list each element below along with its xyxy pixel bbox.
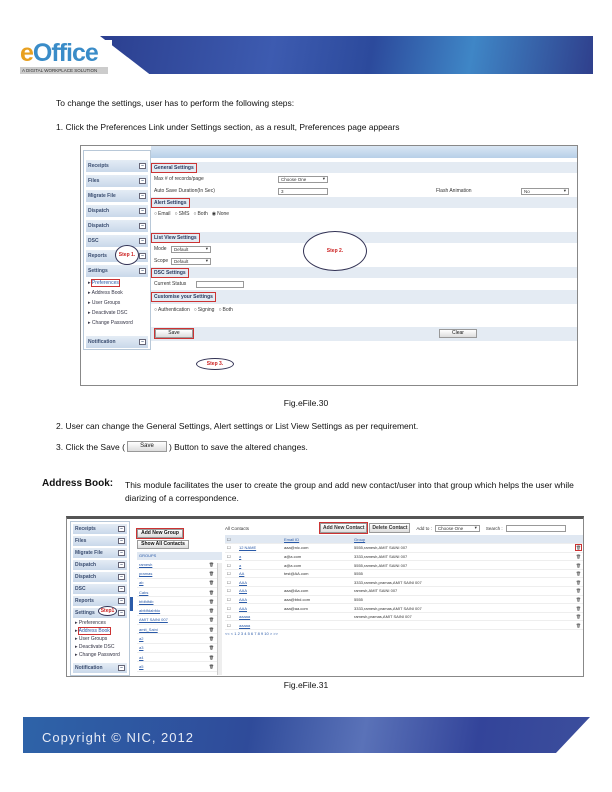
sidebar-item[interactable] [86, 190, 148, 202]
expand-icon: – [139, 163, 146, 169]
table-row [225, 544, 583, 553]
settings-link-label: Deactivate DSC [78, 644, 115, 650]
collapse-handle[interactable] [130, 597, 133, 611]
expand-icon: – [118, 610, 125, 616]
add-new-group-button[interactable]: Add New Group [137, 529, 183, 538]
group-name[interactable]: ab [139, 580, 144, 586]
add-to-select[interactable]: Choose One ▾ [435, 525, 480, 532]
contact-group: 5555,ramesh,AMIT SAINI 007 [354, 562, 408, 568]
radio-button[interactable]: ○ [174, 211, 178, 217]
trash-icon[interactable]: 🗑 [208, 626, 214, 632]
contact-group: 3333,ramesh,AMIT SAINI 007 [354, 553, 408, 559]
settings-link[interactable] [75, 652, 125, 659]
trash-icon[interactable]: 🗑 [575, 545, 581, 551]
header-banner [100, 36, 593, 74]
address-book-heading: Address Book [42, 478, 110, 489]
table-row [225, 552, 583, 561]
group-name[interactable]: a4 [139, 654, 144, 660]
group-name[interactable]: Cabs [139, 589, 149, 595]
group-name[interactable]: abfdfdabfdo [139, 608, 161, 614]
expand-icon: – [118, 538, 125, 544]
settings-link-label: Preferences [78, 620, 106, 626]
contact-email: a@a.com [284, 553, 302, 559]
radio-label: Signing [197, 307, 215, 313]
groups-column-header[interactable]: GROUPS [137, 552, 222, 560]
sidebar-item-label: DSC [75, 586, 86, 592]
radio-label: SMS [178, 211, 190, 217]
group-row[interactable] [137, 662, 222, 671]
group-row[interactable] [137, 569, 222, 578]
expand-icon: – [118, 665, 125, 671]
sidebar-item-label: Dispatch [75, 574, 97, 580]
arrow-icon: ▸ [75, 644, 79, 650]
contact-name[interactable]: aaaaa [239, 614, 251, 620]
sidebar-item-label: Dispatch [88, 208, 110, 214]
email-column-header[interactable]: Email ID [284, 536, 300, 542]
table-row [225, 612, 583, 621]
trash-icon[interactable]: 🗑 [208, 608, 214, 614]
settings-link-label: Preferences [91, 280, 119, 286]
expand-icon: – [118, 598, 125, 604]
contact-email: a@a.com [284, 562, 302, 568]
sidebar-item[interactable] [73, 548, 127, 558]
contact-name[interactable]: AAA [239, 579, 248, 585]
contact-group: ramesh,AMIT SAINI 007 [354, 588, 398, 594]
contact-email: aaa@Aa.com [284, 588, 309, 594]
sidebar-item-label: Settings [75, 610, 95, 616]
group-row[interactable] [137, 644, 222, 653]
sidebar-item-label: Dispatch [75, 562, 97, 568]
settings-link-label: Address Book [78, 628, 110, 634]
contacts-table [225, 535, 583, 630]
expand-icon: – [139, 178, 146, 184]
sidebar-item[interactable] [73, 536, 127, 546]
inline-save-button-image: Save [127, 441, 167, 452]
figure-30-caption: Fig.eFile.30 [283, 398, 329, 408]
list-view-settings-heading: List View Settings [151, 233, 200, 243]
customise-settings-heading: Customise your Settings [151, 292, 216, 302]
preferences-panel: General Settings Max # of records/page Choose One ▾ Auto Save Duration(In Sec) 3 Flash Animation No ▾ Alert Settings ○ Email ○ SMS ○ Both ◉ None List View Settings Mode Default ▾ Scope Default ▾ DSC Settings Current Status Customise your Settings ○ Authentication ○ Signing ○ Both Save Clear [151, 146, 578, 386]
address-book-screenshot [66, 516, 584, 677]
copyright-text: Copyright © NIC, 2012 [42, 730, 194, 745]
all-contacts-label: All Contacts [225, 525, 250, 531]
arrow-icon: ▸ [75, 620, 79, 626]
trash-icon[interactable]: 🗑 [575, 588, 581, 594]
sidebar-item[interactable] [73, 560, 127, 570]
group-row[interactable] [137, 616, 222, 625]
group-name[interactable]: a5 [139, 663, 144, 669]
row-checkbox[interactable]: ☐ [227, 596, 231, 602]
contact-name[interactable]: aaaaa [239, 622, 251, 628]
contact-group: 3333,ramesh,pramas,AMIT SAINI 007 [354, 579, 422, 585]
group-row[interactable] [137, 560, 222, 569]
select-all-checkbox[interactable]: ☐ [227, 536, 231, 542]
settings-link-label: Deactivate DSC [91, 310, 128, 316]
radio-button[interactable]: ○ [154, 211, 158, 217]
settings-link-label: User Groups [78, 636, 108, 642]
table-row [225, 587, 583, 596]
settings-link[interactable] [75, 620, 125, 627]
expand-icon: – [139, 193, 146, 199]
group-name[interactable]: AMIT SAINI 007 [139, 617, 168, 623]
arrow-icon: ▸ [88, 320, 92, 326]
sidebar-item-label: Receipts [88, 163, 109, 169]
sidebar-item-label: Migrate File [88, 193, 116, 199]
show-all-contacts-button[interactable]: Show All Contacts [137, 540, 189, 549]
expand-icon: – [139, 238, 146, 244]
group-name[interactable]: bfdfdfdb [139, 598, 154, 604]
sidebar-item[interactable] [86, 265, 148, 277]
trash-icon[interactable]: 🗑 [208, 654, 214, 660]
trash-icon[interactable]: 🗑 [208, 589, 214, 595]
sidebar-item[interactable] [73, 596, 127, 606]
current-status-input[interactable] [196, 281, 244, 288]
radio-button[interactable]: ○ [193, 211, 197, 217]
contact-group: 5555 [354, 596, 363, 602]
sidebar-item[interactable] [73, 584, 127, 594]
sidebar-item-label: Dispatch [88, 223, 110, 229]
group-row[interactable] [137, 606, 222, 615]
preferences-screenshot [80, 145, 578, 386]
settings-link[interactable] [88, 290, 146, 298]
group-row[interactable] [137, 634, 222, 643]
trash-icon[interactable]: 🗑 [575, 579, 581, 585]
autosave-input[interactable]: 3 [278, 188, 328, 195]
contacts-panel: All Contacts Add New Contact Delete Contact Add to : Choose One ▾ Search : ☐ Email ID Group ☐ 12 NAME aaa@nic.com 5555,ramesh,AMIT SAINI 007 🗑 ☐ a a@a.com 3333,ramesh,AMIT SAINI 007 🗑 ☐ a a@a.com 5555,ramesh,AMIT SAINI 007 🗑 ☐ AA test@AA.com 5555 🗑 ☐ AAA 3333,ramesh,pramas,AMIT SAINI 007 🗑 ☐ AAA aaa@Aa.com ramesh,AMIT SAINI 007 🗑 ☐ AAA aaa@bbd.com 5555 🗑 ☐ AAA aaa@aa.com 3333,ramesh,pramas,AMIT SAINI 007 🗑 ☐ aaaaa ramesh,pramas,AMIT SAINI 007 🗑 ☐ aaaaa 🗑 << < 1 2 3 4 5 6 7 8 9 10 > >> [225, 525, 581, 637]
sidebar-item-label: Files [88, 178, 100, 184]
delete-contact-button[interactable]: Delete Contact [369, 523, 410, 533]
settings-link-label: User Groups [91, 300, 121, 306]
settings-link[interactable] [75, 636, 125, 643]
max-records-select[interactable]: Choose One ▾ [278, 176, 328, 183]
trash-icon[interactable]: 🗑 [208, 645, 214, 651]
settings-link[interactable] [75, 628, 125, 635]
trash-icon[interactable]: 🗑 [575, 571, 581, 577]
settings-link-label: Change Password [91, 320, 133, 326]
radio-label: Email [158, 211, 171, 217]
contact-email: aaa@aa.com [284, 605, 308, 611]
arrow-icon: ▸ [88, 280, 92, 286]
row-checkbox[interactable]: ☐ [227, 614, 231, 620]
settings-link[interactable] [88, 320, 146, 328]
settings-link-label: Change Password [78, 652, 120, 658]
sidebar-item-label: Files [75, 538, 87, 544]
expand-icon: – [118, 562, 125, 568]
add-new-contact-button[interactable]: Add New Contact [320, 523, 367, 533]
trash-icon[interactable]: 🗑 [575, 562, 581, 568]
contact-name[interactable]: 12 NAME [239, 545, 257, 551]
radio-button[interactable]: ○ [218, 307, 222, 313]
trash-icon[interactable]: 🗑 [575, 553, 581, 559]
expand-icon: – [139, 268, 146, 274]
arrow-icon: ▸ [88, 290, 92, 296]
trash-icon[interactable]: 🗑 [575, 605, 581, 611]
expand-icon: – [118, 550, 125, 556]
trash-icon[interactable]: 🗑 [208, 580, 214, 586]
general-settings-heading: General Settings [151, 163, 197, 173]
step-2-callout: Step 2. [303, 231, 367, 271]
sidebar-item[interactable] [86, 160, 148, 172]
expand-icon: – [139, 223, 146, 229]
contact-email: aaa@bbd.com [284, 596, 311, 602]
group-name[interactable]: a2 [139, 636, 144, 642]
radio-button[interactable]: ○ [154, 307, 158, 313]
group-row[interactable] [137, 579, 222, 588]
row-checkbox[interactable]: ☐ [227, 553, 231, 559]
group-name[interactable]: pramas [139, 570, 153, 576]
group-row[interactable] [137, 653, 222, 662]
save-button[interactable]: Save [155, 329, 193, 338]
trash-icon[interactable]: 🗑 [208, 636, 214, 642]
contact-name[interactable]: AA [239, 571, 245, 577]
step-3-text: 3. Click the Save ( Save ) Button to save the altered changes. [56, 441, 308, 452]
flash-animation-select[interactable]: No ▾ [521, 188, 569, 195]
address-book-description: This module facilitates the user to create the group and add new contact/user into that group which helps the user while diarizing of a correspondence. [125, 480, 574, 503]
trash-icon[interactable]: 🗑 [575, 614, 581, 620]
mode-select[interactable]: Default ▾ [171, 246, 211, 253]
table-row [225, 621, 583, 630]
group-row[interactable] [137, 625, 222, 634]
row-checkbox[interactable]: ☐ [227, 545, 231, 551]
dsc-settings-heading: DSC Settings [151, 268, 189, 278]
groups-panel [137, 521, 222, 677]
arrow-icon: ▸ [75, 628, 79, 634]
sidebar-item-label: DSC [88, 238, 99, 244]
row-checkbox[interactable]: ☐ [227, 562, 231, 568]
sidebar [70, 521, 130, 676]
group-name[interactable]: amit_Saini [139, 626, 158, 632]
trash-icon[interactable]: 🗑 [575, 622, 581, 628]
expand-icon: – [139, 208, 146, 214]
step-1-callout: Step1 [98, 606, 117, 616]
figure-31-caption: Fig.eFile.31 [283, 680, 329, 690]
settings-link-label: Address Book [91, 290, 123, 296]
settings-link[interactable] [75, 644, 125, 651]
expand-icon: – [139, 339, 146, 345]
settings-link[interactable] [88, 280, 146, 288]
group-name[interactable]: ramesh [139, 561, 153, 567]
contact-name[interactable]: a [239, 553, 242, 559]
expand-icon: – [118, 574, 125, 580]
group-row[interactable] [137, 588, 222, 597]
pagination[interactable]: << < 1 2 3 4 5 6 7 8 9 10 > >> [225, 631, 278, 637]
sidebar-item-label: Settings [88, 268, 108, 274]
radio-label: None [217, 211, 230, 217]
groups-scrollbar[interactable] [217, 563, 222, 675]
sidebar-item-label: Migrate File [75, 550, 103, 556]
scope-select[interactable]: Default ▾ [171, 258, 211, 265]
radio-label: Authentication [158, 307, 190, 313]
alert-settings-heading: Alert Settings [151, 198, 190, 208]
sidebar-item-label: Reports [75, 598, 94, 604]
contact-name[interactable]: AAA [239, 588, 248, 594]
search-input[interactable] [506, 525, 566, 532]
trash-icon[interactable]: 🗑 [208, 663, 214, 669]
sidebar-item[interactable] [86, 220, 148, 232]
trash-icon[interactable]: 🗑 [575, 596, 581, 602]
intro-text: To change the settings, user has to perform the following steps: [56, 98, 295, 108]
contact-group: 5555 [354, 571, 363, 577]
sidebar-item[interactable] [73, 572, 127, 582]
contact-email: aaa@nic.com [284, 545, 309, 551]
step-3-callout: Step 3. [196, 358, 234, 370]
sidebar-item[interactable] [73, 524, 127, 534]
sidebar-item-label: Receipts [75, 526, 96, 532]
arrow-icon: ▸ [75, 636, 79, 642]
trash-icon[interactable]: 🗑 [208, 598, 214, 604]
contact-email: test@AA.com [284, 571, 309, 577]
step-1-text: 1. Click the Preferences Link under Settings section, as a result, Preferences page appears [56, 122, 400, 132]
arrow-icon: ▸ [88, 310, 92, 316]
table-row [225, 604, 583, 613]
contact-name[interactable]: a [239, 562, 242, 568]
group-name[interactable]: a3 [139, 645, 144, 651]
radio-button[interactable]: ○ [193, 307, 197, 313]
radio-label: Both [222, 307, 233, 313]
sidebar-item-notification[interactable]: Notification – [73, 663, 127, 673]
expand-icon: – [139, 253, 146, 259]
contact-group: 3333,ramesh,pramas,AMIT SAINI 007 [354, 605, 422, 611]
trash-icon[interactable]: 🗑 [208, 561, 214, 567]
sidebar-item-notification[interactable]: Notification – [86, 336, 148, 348]
sidebar-item[interactable] [86, 175, 148, 187]
expand-icon: – [118, 586, 125, 592]
row-checkbox[interactable]: ☐ [227, 588, 231, 594]
trash-icon[interactable]: 🗑 [208, 570, 214, 576]
contact-name[interactable]: AAA [239, 596, 248, 602]
row-checkbox[interactable]: ☐ [227, 579, 231, 585]
step-1-callout: Step 1. [115, 245, 139, 265]
row-checkbox[interactable]: ☐ [227, 571, 231, 577]
arrow-icon: ▸ [75, 652, 79, 658]
settings-link[interactable] [88, 310, 146, 318]
sidebar-item[interactable] [86, 205, 148, 217]
table-row [225, 569, 583, 578]
contact-name[interactable]: AAA [239, 605, 248, 611]
arrow-icon: ▸ [88, 300, 92, 306]
sidebar-item-label: Reports [88, 253, 107, 259]
table-row [225, 578, 583, 587]
contact-group: 5555,ramesh,AMIT SAINI 007 [354, 545, 408, 551]
contact-group: ramesh,pramas,AMIT SAINI 007 [354, 614, 412, 620]
group-row[interactable] [137, 597, 222, 606]
row-checkbox[interactable]: ☐ [227, 605, 231, 611]
radio-button[interactable]: ◉ [211, 211, 217, 217]
clear-button[interactable]: Clear [439, 329, 477, 338]
table-row [225, 595, 583, 604]
row-checkbox[interactable]: ☐ [227, 622, 231, 628]
table-row [225, 561, 583, 570]
radio-label: Both [197, 211, 208, 217]
settings-link[interactable] [88, 300, 146, 308]
expand-icon: – [118, 526, 125, 532]
step-2-text: 2. User can change the General Settings, Alert settings or List View Settings as per requirement. [56, 421, 419, 431]
sidebar-item[interactable] [86, 235, 148, 247]
trash-icon[interactable]: 🗑 [208, 617, 214, 623]
group-column-header[interactable]: Group [354, 536, 366, 542]
eoffice-logo: eOffice A DIGITAL WORKPLACE SOLUTION [20, 40, 112, 76]
